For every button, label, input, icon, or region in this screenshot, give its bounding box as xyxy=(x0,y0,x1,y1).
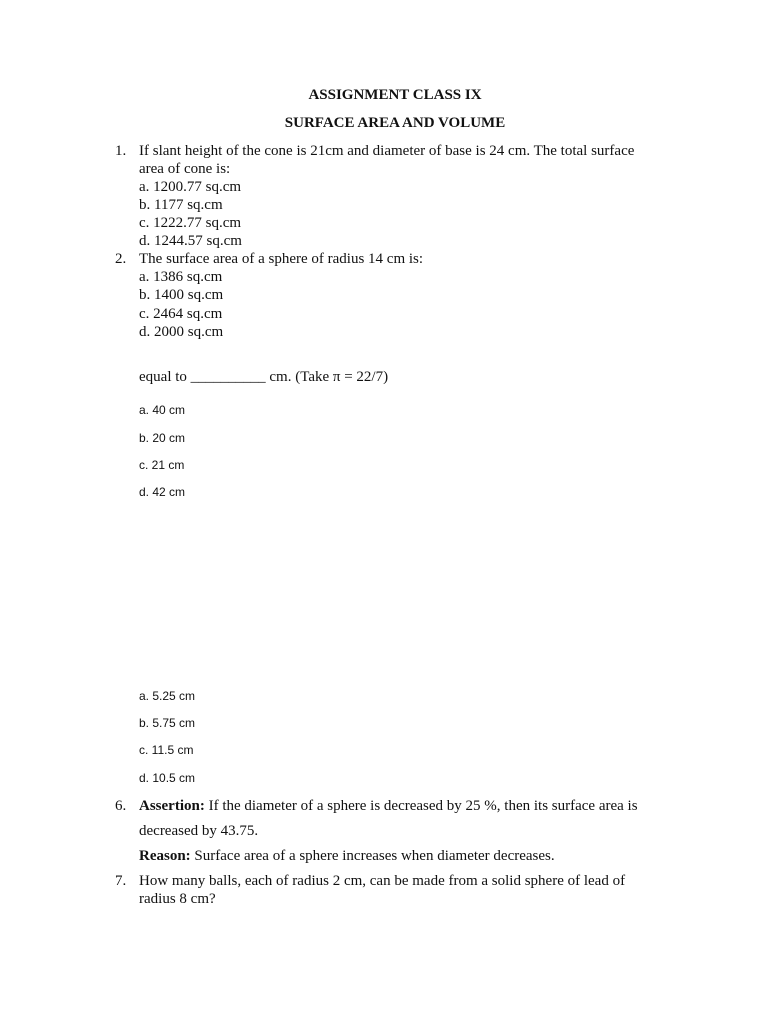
answer-option: b. 1400 sq.cm xyxy=(139,287,224,303)
answer-option: d. 1244.57 sq.cm xyxy=(139,233,242,249)
document-subtitle: SURFACE AREA AND VOLUME xyxy=(284,115,506,131)
answer-option: a. 40 cm xyxy=(139,403,186,417)
question-text: equal to __________ cm. (Take π = 22/7) xyxy=(139,369,389,385)
assertion-text: If the diameter of a sphere is decreased by 25 %, then its surface area is xyxy=(204,798,638,814)
answer-option: b. 20 cm xyxy=(139,431,186,445)
question-number: 7. xyxy=(115,873,127,889)
answer-option: c. 11.5 cm xyxy=(139,743,194,757)
answer-option: d. 10.5 cm xyxy=(139,771,196,785)
answer-option: b. 1177 sq.cm xyxy=(139,197,223,213)
answer-option: d. 42 cm xyxy=(139,485,186,499)
answer-option: a. 1200.77 sq.cm xyxy=(139,179,242,195)
assertion-line xyxy=(139,798,638,815)
answer-option: c. 2464 sq.cm xyxy=(139,306,223,322)
question-number: 1. xyxy=(115,143,127,159)
reason-line xyxy=(139,848,555,865)
document-title: ASSIGNMENT CLASS IX xyxy=(308,87,482,103)
answer-option: b. 5.75 cm xyxy=(139,716,196,730)
assertion-continuation: decreased by 43.75. xyxy=(139,823,259,839)
assertion-label: Assertion: xyxy=(139,798,205,814)
answer-option: d. 2000 sq.cm xyxy=(139,324,224,340)
answer-option: a. 5.25 cm xyxy=(139,689,196,703)
question-text: How many balls, each of radius 2 cm, can be made from a solid sphere of lead of xyxy=(139,873,626,889)
question-text: If slant height of the cone is 21cm and diameter of base is 24 cm. The total surface xyxy=(139,143,635,159)
reason-label: Reason: xyxy=(139,848,191,864)
question-number: 6. xyxy=(115,798,127,814)
question-number: 2. xyxy=(115,251,127,267)
question-text: radius 8 cm? xyxy=(139,891,216,907)
answer-option: c. 1222.77 sq.cm xyxy=(139,215,242,231)
answer-option: c. 21 cm xyxy=(139,458,185,472)
question-text: area of cone is: xyxy=(139,161,231,177)
reason-text: Surface area of a sphere increases when diameter decreases. xyxy=(190,848,555,864)
question-text: The surface area of a sphere of radius 14 cm is: xyxy=(139,251,424,267)
answer-option: a. 1386 sq.cm xyxy=(139,269,223,285)
